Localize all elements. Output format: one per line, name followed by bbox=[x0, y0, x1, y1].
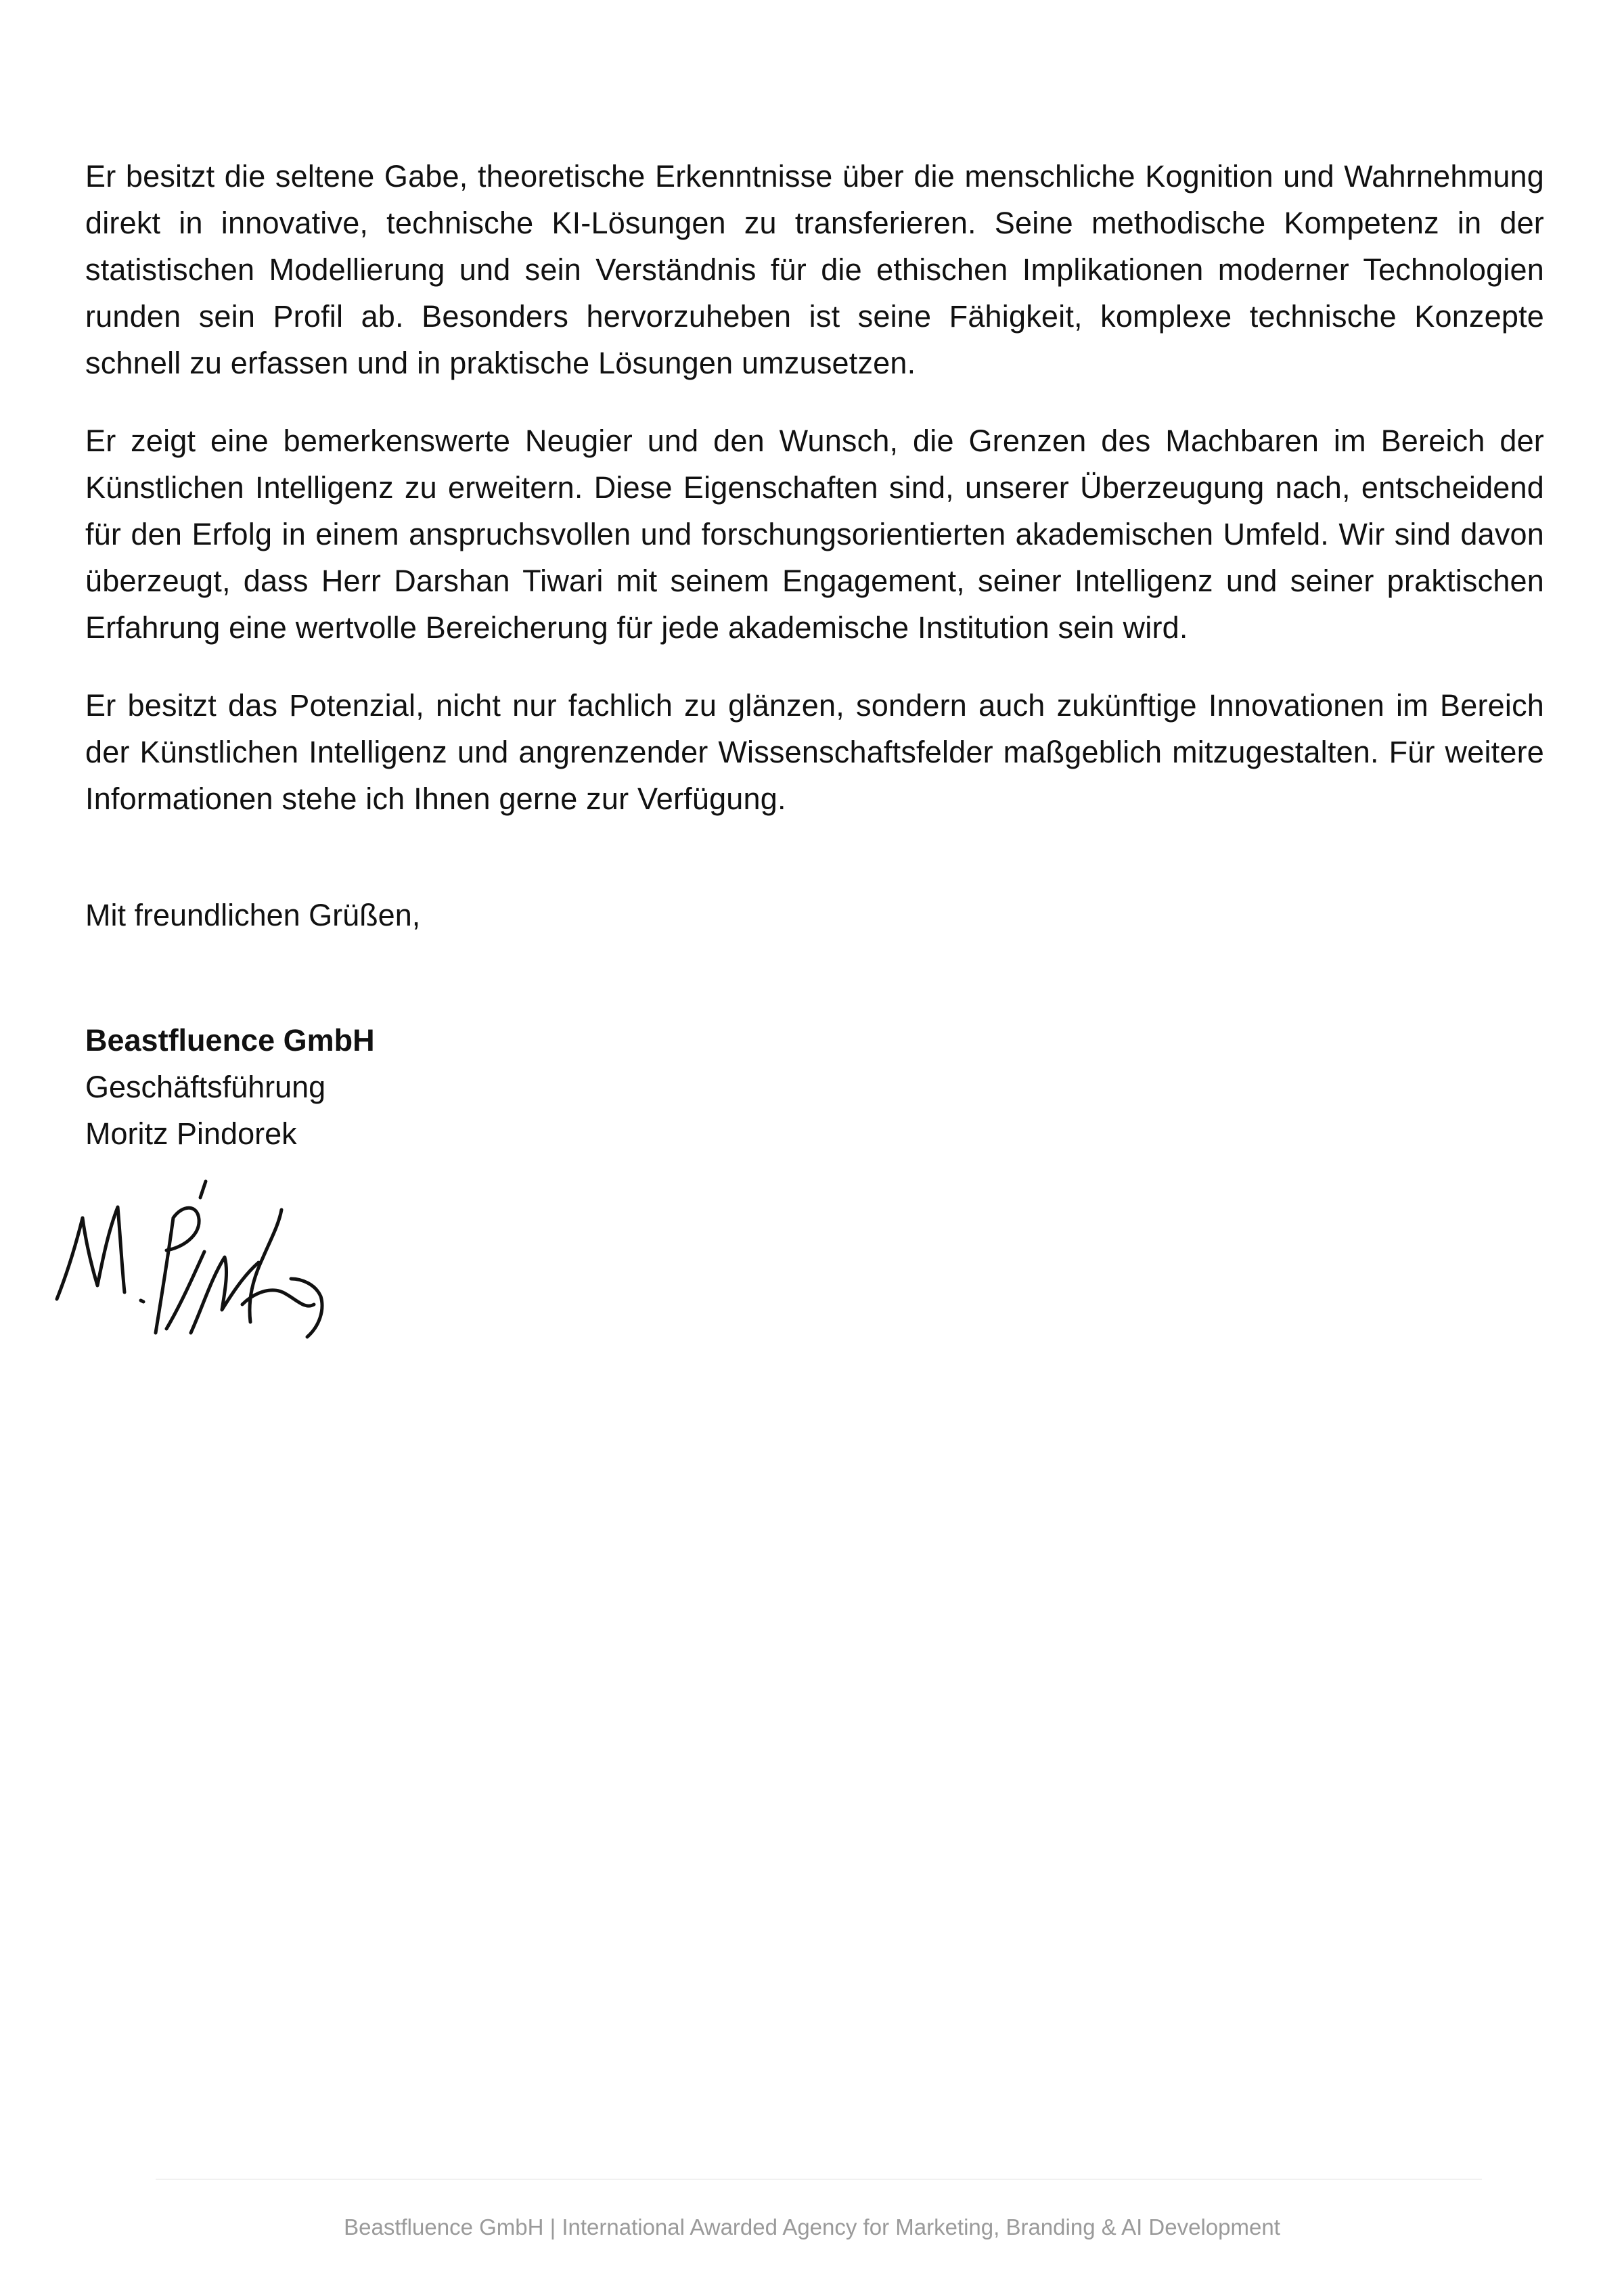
footer-text: Beastfluence GmbH | International Awarded Agency for Marketing, Branding & AI Development bbox=[344, 2214, 1280, 2240]
company-name: Beastfluence GmbH bbox=[85, 1023, 375, 1058]
footer-divider bbox=[156, 2179, 1482, 2180]
paragraph-1: Er besitzt die seltene Gabe, theoretische Erkenntnisse über die menschliche Kognition und Wahrnehmung direkt in innovative, technische KI-Lösungen zu transferieren. Seine methodische Kompetenz in der statistischen Modellierung und sein Verständnis für die ethischen Implikationen moderner Technologien runden sein Profil ab. Besonders hervorzuheben ist seine Fähigkeit, komplexe technische Konzepte schnell zu erfassen und in praktische Lösungen umzusetzen. bbox=[85, 159, 1544, 380]
handwritten-signature bbox=[47, 1177, 345, 1340]
signature-block bbox=[85, 1017, 375, 1157]
closing-salutation: Mit freundlichen Grüßen, bbox=[85, 898, 421, 932]
paragraph-2: Er zeigt eine bemerkenswerte Neugier und den Wunsch, die Grenzen des Machbaren im Bereich der Künstlichen Intelligenz zu erweitern. Diese Eigenschaften sind, unserer Überzeugung nach, entscheidend für den Erfolg in einem anspruchsvollen und forschungsorientierten akademischen Umfeld. Wir sind davon überzeugt, dass Herr Darshan Tiwari mit seinem Engagement, seiner Intelligenz und seiner praktischen Erfahrung eine wertvolle Bereicherung für jede akademische Institution sein wird. bbox=[85, 424, 1544, 645]
department: Geschäftsführung bbox=[85, 1070, 326, 1104]
letter-body bbox=[85, 153, 1544, 853]
signer-name: Moritz Pindorek bbox=[85, 1116, 297, 1151]
paragraph-3: Er besitzt das Potenzial, nicht nur fachlich zu glänzen, sondern auch zukünftige Innovationen im Bereich der Künstlichen Intelligenz und angrenzender Wissenschaftsfelder maßgeblich mitzugestalten. Für weitere Informationen stehe ich Ihnen gerne zur Verfügung. bbox=[85, 688, 1544, 816]
